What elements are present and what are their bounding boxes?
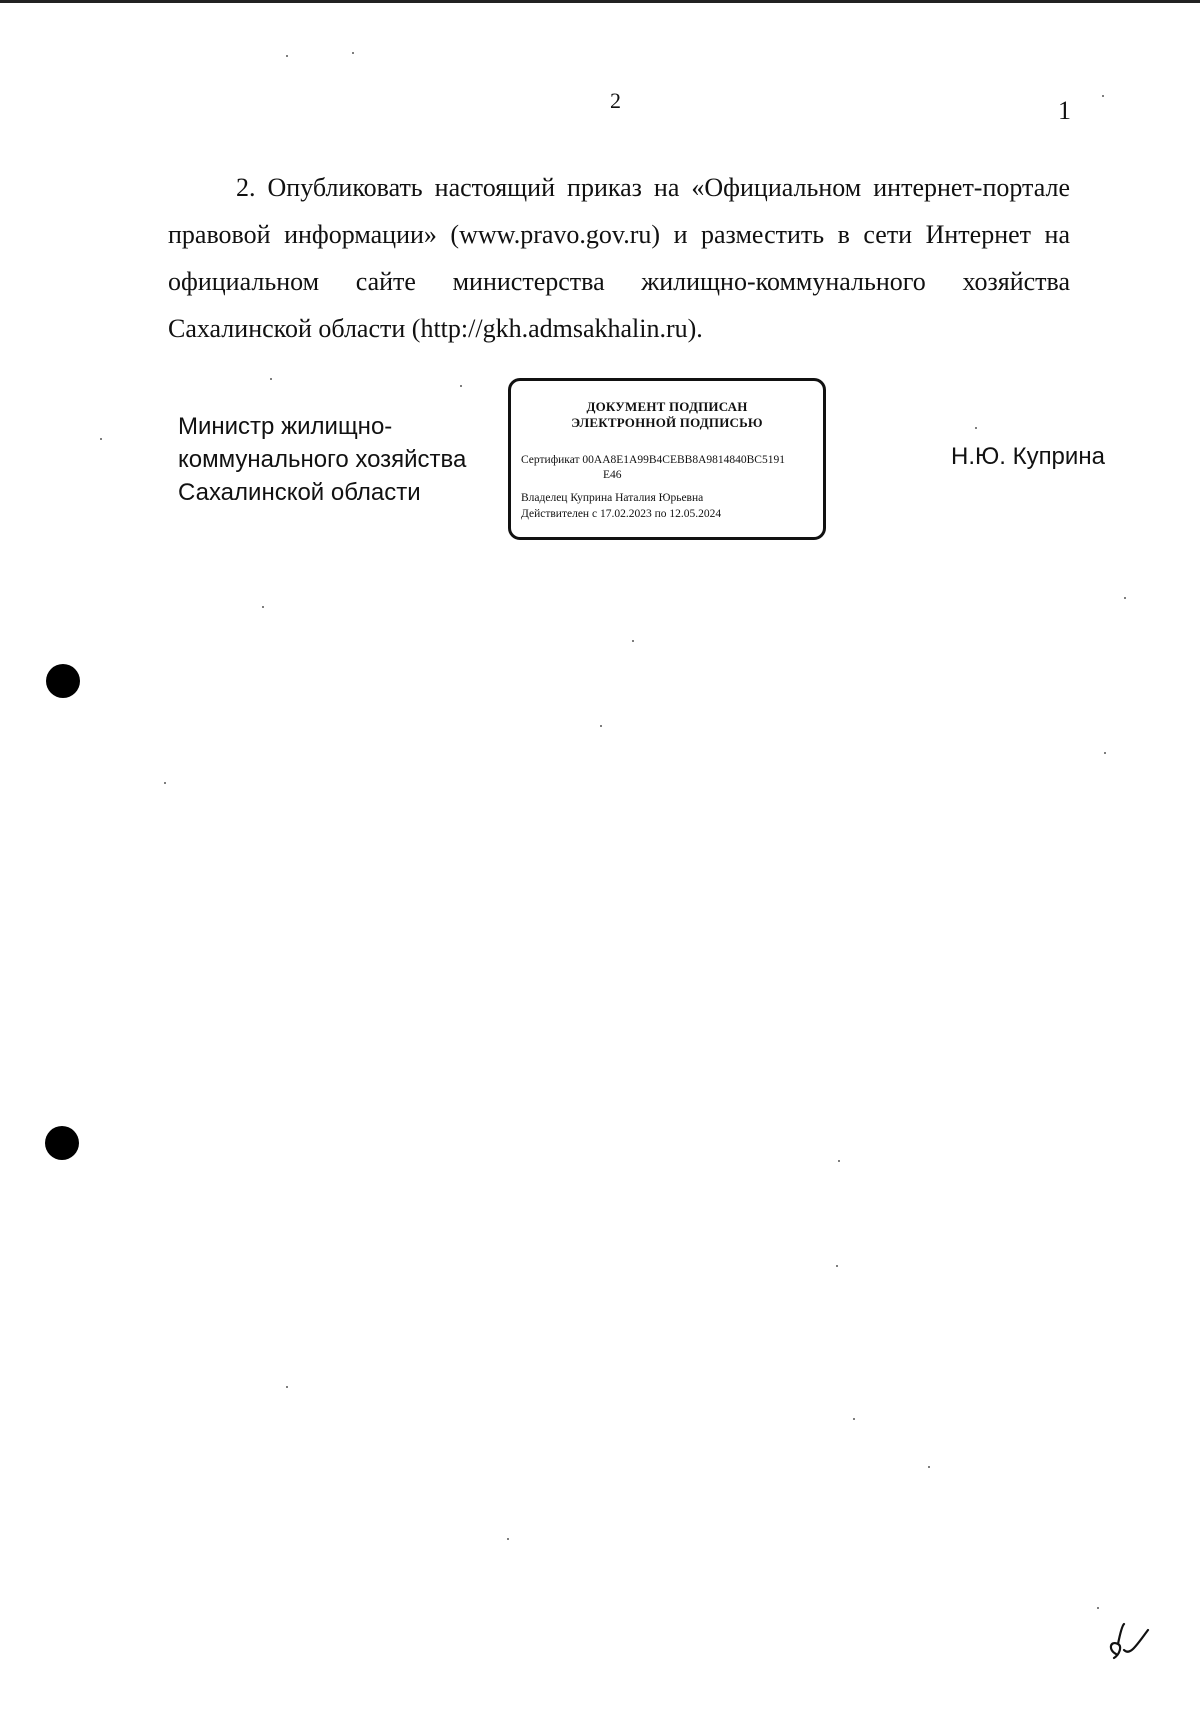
scan-speck <box>507 1538 509 1540</box>
stamp-title-line: ДОКУМЕНТ ПОДПИСАН <box>586 399 748 414</box>
scan-speck <box>928 1466 930 1468</box>
punch-hole <box>45 1126 79 1160</box>
position-line: Министр жилищно- <box>178 413 393 440</box>
scan-speck <box>1104 752 1106 754</box>
position-line: Сахалинской области <box>178 479 421 506</box>
page-number: 2 <box>610 88 621 113</box>
scan-speck <box>352 52 354 54</box>
punch-hole <box>46 664 80 698</box>
scan-speck <box>286 1386 288 1388</box>
stamp-certificate <box>521 453 817 483</box>
scan-speck <box>1124 597 1126 599</box>
scan-speck <box>286 55 288 57</box>
position-line: коммунального хозяйства <box>178 446 467 473</box>
scan-speck <box>853 1418 855 1420</box>
scan-speck <box>262 606 264 608</box>
stamp-validity: Действителен с 17.02.2023 по 12.05.2024 <box>521 508 722 520</box>
scan-speck <box>100 438 102 440</box>
scan-speck <box>1102 95 1104 97</box>
scan-speck <box>836 1265 838 1267</box>
signer-name: Н.Ю. Куприна <box>951 443 1105 470</box>
scan-speck <box>600 725 602 727</box>
stamp-title-line: ЭЛЕКТРОННОЙ ПОДПИСЬЮ <box>571 415 763 430</box>
scan-speck <box>838 1160 840 1162</box>
scan-speck <box>975 427 977 429</box>
scan-speck <box>460 385 462 387</box>
electronic-signature-stamp <box>508 378 826 540</box>
scan-edge-line <box>0 0 1200 3</box>
handwritten-initials-mark <box>1102 1620 1152 1664</box>
signatory-position <box>178 410 466 509</box>
scan-speck <box>270 378 272 380</box>
certificate-number: Сертификат 00AA8E1A99B4CEBB8A9814840BC5191 <box>521 454 785 466</box>
stamp-title <box>511 399 823 431</box>
scan-speck <box>632 640 634 642</box>
order-paragraph: 2. Опубликовать настоящий приказ на «Официальном интернет-портале правовой информации» (www.pravo.gov.ru) и разместить в сети Интернет на официальном сайте министерства жилищно-коммунального хозяйства Сахалинской области (http://gkh.admsakhalin.ru). <box>168 173 1070 343</box>
stamp-owner: Владелец Куприна Наталия Юрьевна <box>521 492 704 504</box>
scan-speck <box>1097 1607 1099 1609</box>
scan-speck <box>164 782 166 784</box>
corner-mark: 1 <box>1058 96 1071 125</box>
certificate-number-tail: E46 <box>603 469 622 481</box>
